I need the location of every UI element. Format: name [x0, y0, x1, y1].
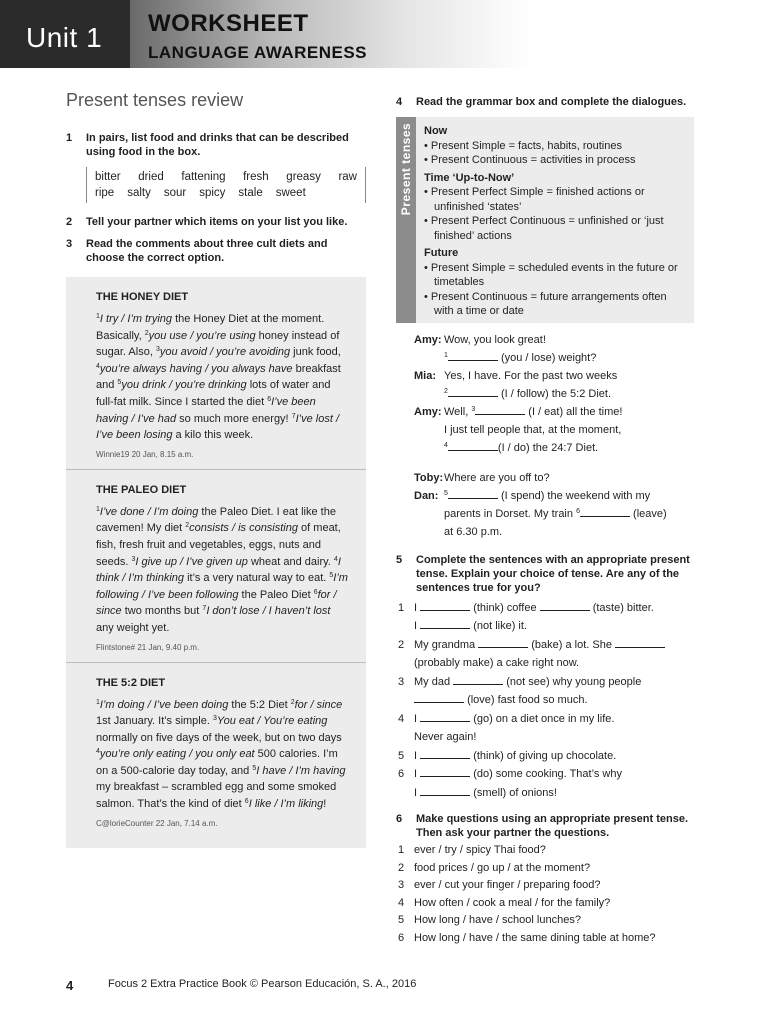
line-text: at 6.30 p.m.	[444, 525, 503, 538]
dialogue-2	[396, 469, 700, 541]
line-text: $^1$ (you / lose) weight?	[444, 351, 597, 364]
item-number: 6	[398, 931, 405, 944]
line-text: Yes, I have. For the past two weeks	[444, 369, 618, 382]
item-text: How often / cook a meal / for the family?	[414, 896, 611, 909]
word-row	[95, 169, 357, 185]
task-4	[396, 95, 700, 109]
dialogue-line	[414, 349, 700, 367]
item-number: 6	[398, 768, 405, 780]
item-number: 1	[398, 844, 405, 856]
dialogue-1	[396, 331, 700, 457]
answer-gap[interactable]	[448, 441, 498, 451]
item-text	[414, 599, 700, 618]
worksheet-subtitle: LANGUAGE AWARENESS	[148, 43, 368, 62]
answer-gap[interactable]	[540, 601, 590, 611]
answer-gap[interactable]	[615, 638, 665, 648]
diet-comment-52	[66, 663, 366, 848]
answer-gap[interactable]	[420, 786, 470, 796]
diet-comment-honey	[66, 277, 366, 470]
item-number	[396, 654, 414, 673]
grammar-box-body	[416, 117, 694, 323]
grammar-list	[424, 139, 688, 168]
text: I	[414, 712, 418, 725]
task-instruction: Read the comments about three cult diets and choose the correct option.	[86, 238, 328, 264]
item-text	[414, 691, 700, 710]
line-text: Wow, you look great!	[444, 333, 546, 346]
dialogue-line	[414, 385, 700, 403]
word: fresh	[243, 171, 269, 183]
text: (smell) of onions!	[473, 786, 557, 799]
grammar-item: • Present Simple = scheduled events in the future or timetables	[424, 261, 688, 290]
task-2	[66, 215, 366, 229]
word: fattening	[181, 171, 226, 183]
text: (go) on a diet once in my life.	[473, 712, 615, 725]
item-number	[396, 728, 414, 747]
speaker: Amy:	[414, 333, 442, 346]
list-item	[396, 599, 700, 618]
line-text: (I / follow) the 5:2 Diet.	[500, 387, 612, 400]
grammar-item: • Present Perfect Simple = finished actions or unfinished ‘states’	[424, 185, 688, 214]
answer-gap[interactable]	[453, 675, 503, 685]
answer-gap[interactable]	[420, 767, 470, 777]
answer-gap[interactable]	[420, 749, 470, 759]
word: stale	[238, 187, 263, 199]
line-text: parents in Dorset. My train $^6$ (leave)	[444, 507, 667, 520]
line-text: parents in Dorset. My train	[444, 507, 573, 520]
list-item	[396, 930, 700, 948]
item-text: Never again!	[414, 731, 477, 743]
text: I	[414, 749, 418, 762]
item-text	[414, 765, 700, 784]
dialogue-line	[414, 403, 700, 421]
item-number	[396, 617, 414, 636]
copyright-text: Focus 2 Extra Practice Book © Pearson Educación, S. A., 2016	[108, 978, 417, 990]
text: I	[414, 601, 418, 614]
text: My dad	[414, 675, 451, 688]
diet-text: $^1$I’ve done / I’m doing the Paleo Diet. I eat like the cavemen! My diet $^2$consists / is consisting of meat, fish, fresh fruit and vegetables, eggs, nuts and seeds. $^3$I give up / I’ve given up wheat and dairy. $^4$I think / I’m thinking it’s a very natural way to eat. $^5$I’m following / I’ve been following the Paleo Diet $^6$for / since two months but $^7$I don’t lose / I haven’t lost any weight yet.	[96, 505, 348, 634]
item-text	[414, 784, 700, 803]
list-item	[396, 877, 700, 895]
item-number: 2	[398, 638, 405, 651]
text: (love) fast food so much.	[467, 694, 588, 706]
comment-signature: Flintstone# 21 Jan, 9.40 p.m.	[96, 642, 200, 652]
grammar-item: • Present Simple = facts, habits, routines	[424, 139, 688, 154]
list-item	[396, 636, 700, 655]
list-item	[396, 860, 700, 878]
word-box	[86, 167, 366, 203]
diet-title: THE HONEY DIET	[96, 291, 189, 303]
page-number: 4	[66, 978, 74, 993]
page-footer	[66, 978, 416, 993]
dialogue-line	[414, 367, 700, 385]
answer-gap[interactable]	[448, 489, 498, 499]
left-column	[66, 90, 366, 848]
text: (bake) a lot. She	[531, 638, 612, 651]
task-instruction: Read the grammar box and complete the dialogues.	[416, 96, 687, 108]
list-item	[396, 784, 700, 803]
line-text: $^5$ (I spend) the weekend with my	[444, 489, 651, 502]
text: I	[414, 768, 418, 780]
grammar-list	[424, 261, 688, 319]
grammar-item: • Present Perfect Continuous = unfinished or ‘just finished’ actions	[424, 214, 688, 243]
answer-gap[interactable]	[448, 351, 498, 361]
item-number: 3	[398, 675, 405, 688]
text: My grandma	[414, 638, 476, 651]
item-number	[396, 691, 414, 710]
word: dried	[138, 171, 164, 183]
item-text: How long / have / the same dining table at home?	[414, 931, 656, 944]
item-text: ever / cut your finger / preparing food?	[414, 879, 601, 891]
line-text: (I spend) the weekend with my	[500, 489, 651, 502]
diet-text: $^1$I try / I’m trying the Honey Diet at the moment. Basically, $^2$you use / you’re using honey instead of sugar. Also, $^3$you avoid / you’re avoiding junk food, $^4$you’re always having / you always have breakfast and $^5$you drink / you’re drinking lots of water and full-fat milk. Since I started the diet $^6$I’ve been having / I’ve had so much more energy! $^7$I’ve lost / I’ve been losing a kilo this week.	[96, 313, 341, 442]
grammar-item: • Present Continuous = future arrangements often with a time or date	[424, 290, 688, 319]
speaker: Amy:	[414, 405, 442, 418]
line-text: $^4$ (I / do) the 24:7 Diet.	[444, 441, 599, 454]
grammar-box-label: Present tenses	[399, 122, 413, 216]
dialogue-line	[414, 439, 700, 457]
word-row	[95, 185, 357, 201]
grammar-box-side	[396, 117, 416, 323]
dialogue-line	[414, 469, 700, 487]
text: (not like) it.	[473, 620, 527, 632]
task-6	[396, 812, 700, 840]
answer-gap[interactable]	[420, 601, 470, 611]
section-title: Present tenses review	[66, 90, 244, 110]
task-1	[66, 131, 366, 159]
list-item	[396, 747, 700, 766]
item-number: 5	[398, 749, 405, 762]
word: salty	[127, 187, 151, 199]
diet-comment-paleo	[66, 470, 366, 663]
answer-gap[interactable]	[414, 693, 464, 703]
line-text: (I / do) the 24:7 Diet.	[497, 441, 599, 454]
list-item	[396, 691, 700, 710]
list-item	[396, 617, 700, 636]
worksheet-title: WORKSHEET	[148, 10, 309, 37]
unit-label: Unit 1	[26, 22, 103, 53]
right-column	[396, 95, 700, 947]
text: I	[414, 786, 418, 799]
list-item	[396, 654, 700, 673]
task-instruction: Tell your partner which items on your list you like.	[86, 216, 348, 228]
item-number: 5	[398, 914, 405, 926]
task-number: 3	[66, 238, 73, 250]
word: greasy	[286, 171, 321, 183]
task-5	[396, 553, 700, 595]
answer-gap[interactable]	[475, 405, 525, 415]
grammar-box	[396, 117, 694, 323]
task-3	[66, 237, 366, 265]
task-number: 4	[396, 96, 403, 108]
word: raw	[338, 171, 357, 183]
task-instruction: Make questions using an appropriate present tense. Then ask your partner the questions.	[416, 813, 689, 839]
item-number: 1	[398, 601, 405, 614]
dialogue-line	[414, 331, 700, 349]
item-text	[414, 636, 700, 655]
dialogue-line	[414, 523, 700, 541]
grammar-heading: Time ‘Up-to-Now’	[424, 171, 515, 184]
answer-gap[interactable]	[448, 387, 498, 397]
task-5-list	[396, 599, 700, 803]
task-instruction: In pairs, list food and drinks that can be described using food in the box.	[86, 132, 349, 158]
dialogue-line	[414, 505, 700, 523]
task-number: 1	[66, 132, 73, 144]
line-text: Well,	[444, 405, 469, 418]
item-text	[414, 617, 700, 636]
answer-gap[interactable]	[420, 712, 470, 722]
word: sweet	[275, 187, 306, 199]
line-text: I just tell people that, at the moment,	[444, 423, 622, 436]
list-item	[396, 912, 700, 930]
list-item	[396, 842, 700, 860]
list-item	[396, 673, 700, 692]
diet-title: THE 5:2 DIET	[96, 676, 166, 689]
item-number: 3	[398, 879, 405, 891]
diet-title: THE PALEO DIET	[96, 483, 187, 496]
speaker: Dan:	[414, 489, 439, 502]
line-text: (I / eat) all the time!	[528, 405, 623, 418]
item-text	[414, 747, 700, 766]
item-text	[414, 710, 700, 729]
list-item	[396, 710, 700, 729]
item-text	[414, 673, 700, 692]
text: (not see) why young people	[506, 675, 642, 688]
grammar-heading: Future	[424, 247, 459, 259]
text: (think) coffee	[473, 601, 537, 614]
item-number: 2	[398, 861, 405, 874]
item-text: How long / have / school lunches?	[414, 914, 581, 926]
answer-gap[interactable]	[580, 507, 630, 517]
line-text: (leave)	[633, 507, 667, 520]
text: (think) of giving up chocolate.	[473, 749, 617, 762]
dialogue-line	[414, 487, 700, 505]
comment-signature: C@lorieCounter 22 Jan, 7.14 a.m.	[96, 818, 218, 828]
word: spicy	[199, 187, 226, 199]
list-item	[396, 728, 700, 747]
speaker: Mia:	[414, 369, 436, 382]
task-number: 6	[396, 813, 403, 825]
word: ripe	[95, 187, 115, 199]
grammar-heading: Now	[424, 125, 448, 137]
item-text: (probably make) a cake right now.	[414, 657, 580, 669]
list-item	[396, 765, 700, 784]
text: (do) some cooking. That’s why	[473, 768, 622, 780]
text: (taste) bitter.	[592, 601, 654, 614]
item-text: food prices / go up / at the moment?	[414, 861, 591, 874]
word: bitter	[95, 171, 121, 183]
line-text: $^2$ (I / follow) the 5:2 Diet.	[444, 387, 612, 400]
task-6-list	[396, 842, 700, 947]
word: sour	[163, 187, 187, 199]
task-instruction: Complete the sentences with an appropriate present tense. Explain your choice of tense. Are any of the sentences true for you?	[416, 553, 690, 594]
dialogue-line	[414, 421, 700, 439]
line-text: (you / lose) weight?	[500, 351, 597, 364]
task-number: 2	[66, 216, 73, 228]
comment-signature: Winnie19 20 Jan, 8.15 a.m.	[96, 449, 194, 459]
answer-gap[interactable]	[420, 619, 470, 629]
text: I	[414, 620, 418, 632]
answer-gap[interactable]	[478, 638, 528, 648]
item-number	[396, 784, 414, 803]
line-text: Where are you off to?	[444, 471, 550, 484]
list-item	[396, 895, 700, 913]
grammar-item: • Present Continuous = activities in process	[424, 153, 688, 168]
item-text: ever / try / spicy Thai food?	[414, 844, 546, 856]
speaker: Toby:	[414, 471, 444, 484]
item-number: 4	[398, 896, 405, 909]
diet-comments-panel	[66, 277, 366, 848]
grammar-list	[424, 185, 688, 243]
task-number: 5	[396, 553, 403, 566]
page-header	[0, 0, 768, 68]
diet-text: $^1$I’m doing / I’ve been doing the 5:2 Diet $^2$for / since 1st January. It’s simple. $^3$You eat / You’re eating normally on five days of the week, but on two days $^4$you’re only eating / you only eat 500 calories. I’m on a 500-calorie day today, and $^5$I have / I’m having my breakfast – scrambled egg and some smoked salmon. That’s the kind of diet $^6$I like / I’m liking!	[96, 698, 346, 811]
item-number: 4	[398, 712, 405, 725]
line-text: Well, $^3$ (I / eat) all the time!	[444, 405, 623, 418]
